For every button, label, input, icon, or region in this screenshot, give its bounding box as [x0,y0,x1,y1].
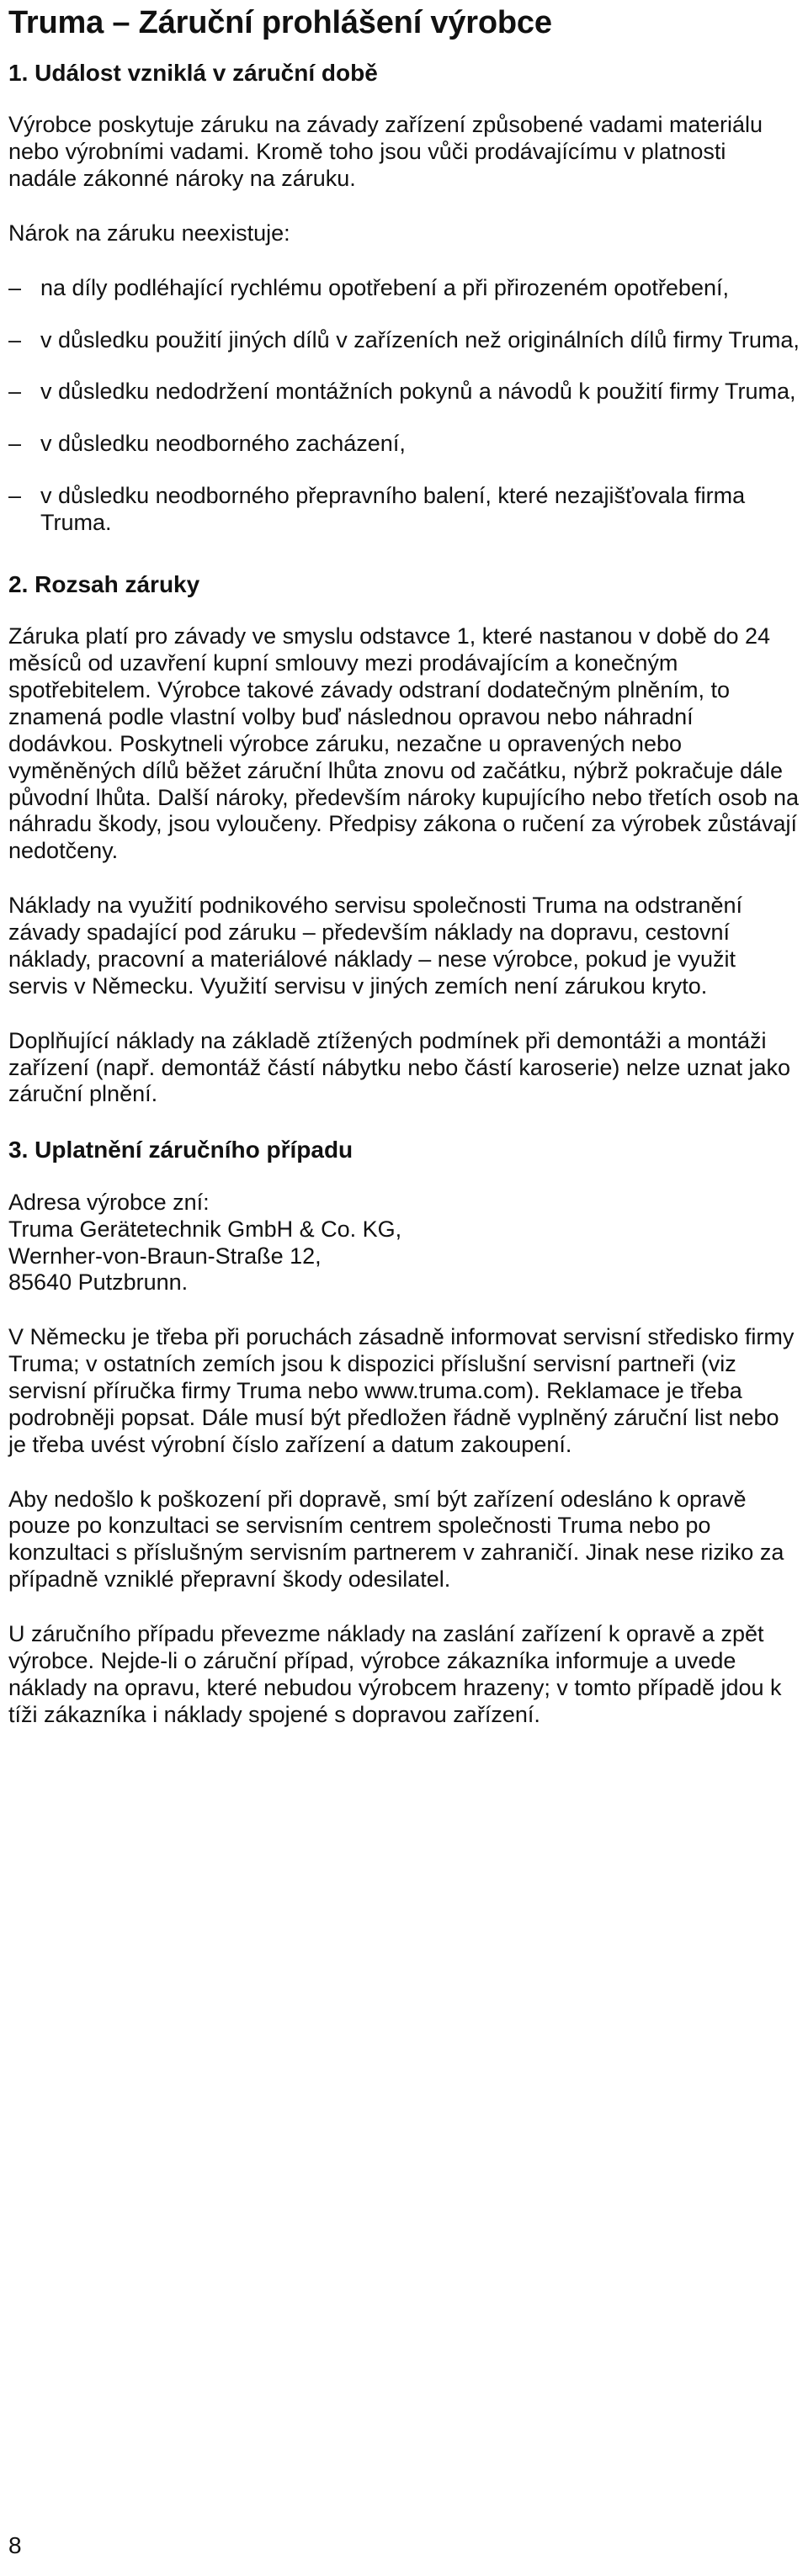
list-item: – na díly podléhající rychlému opotřebení a při přirozeném opotřebení, [8,275,800,302]
list-item: – v důsledku neodborného přepravního balení, které nezajišťovala firma Truma. [8,483,800,537]
document-title: Truma – Záruční prohlášení výrobce [8,5,552,40]
address-line: Adresa výrobce zní: [8,1189,210,1215]
paragraph: Aby nedošlo k poškození při dopravě, smí být zařízení odesláno k opravě pouze po konzultaci se servisním centrem společnosti Truma nebo po konzultaci s příslušným servisním partnerem v zahraničí. Jinak nese riziko za případně vzniklé přepravní škody odesilatel. [8,1486,784,1593]
address-line: Wernher-von-Braun-Straße 12, [8,1243,322,1269]
section-warranty-scope [8,570,800,1108]
paragraph: Záruka platí pro závady ve smyslu odstavce 1, které nastanou v době do 24 měsíců od uzavření kupní smlouvy mezi prodávajícím a konečným spotřebitelem. Výrobce takové závady odstraní dodatečným plněním, to znamená podle vlastní volby buď následnou opravou nebo náhradní dodávkou. Poskytneli výrobce záruku, nezačne u opravených nebo vyměněných dílů běžet záruční lhůta znovu od začátku, nýbrž pokračuje dále původní lhůta. Další nároky, především nároky kupujícího nebo třetích osob na náhradu škody, jsou vyloučeny. Předpisy zákona o ručení za výrobek zůstávají nedotčeny. [8,623,800,864]
section-heading: 1. Událost vzniklá v záruční době [8,59,378,86]
paragraph: U záručního případu převezme náklady na zaslání zařízení k opravě a zpět výrobce. Nejde-li o záruční případ, výrobce zákazníka informuje a uvede náklady na opravu, které nebudou výrobcem hrazeny; v tomto případě jdou k tíži zákazníka i náklady spojené s dopravou zařízení. [8,1620,782,1727]
list-item: – v důsledku použití jiných dílů v zařízeních než originálních dílů firmy Truma, [8,327,800,354]
manufacturer-address [8,1190,800,1296]
paragraph: V Německu je třeba při poruchách zásadně informovat servisní středisko firmy Truma; v ostatních zemích jsou k dispozici příslušní servisní partneři (viz servisní příručka firmy Truma nebo www.truma.com). Reklamace je třeba podrobněji popsat. Dále musí být předložen řádně vyplněný záruční list nebo je třeba uvést výrobní číslo zařízení a datum zakoupení. [8,1324,795,1457]
paragraph: Výrobce poskytuje záruku na závady zařízení způsobené vadami materiálu nebo výrobními vadami. Kromě toho jsou vůči prodávajícímu v platnosti nadále zákonné nároky na záruku. [8,112,763,191]
paragraph: Doplňující náklady na základě ztížených podmínek při demontáži a montáži zařízení (např. demontáž částí nábytku nebo částí karoserie) nelze uznat jako záruční plnění. [8,1027,790,1107]
paragraph: Nárok na záruku neexistuje: [8,220,290,246]
section-heading: 2. Rozsah záruky [8,570,200,597]
paragraph: Náklady na využití podnikového servisu společnosti Truma na odstranění závady spadající pod záruku – především náklady na dopravu, cestovní náklady, pracovní a materiálové náklady – nese výrobce, pokud je využit servis v Německu. Využití servisu v jiných zemích není zárukou kryto. [8,893,742,999]
address-line: Truma Gerätetechnik GmbH & Co. KG, [8,1216,402,1242]
section-heading: 3. Uplatnění záručního případu [8,1137,354,1163]
address-line: 85640 Putzbrunn. [8,1269,189,1296]
list-item: – v důsledku neodborného zacházení, [8,431,800,458]
page-number: 8 [8,2532,22,2558]
section-warranty-event [8,59,800,537]
exclusion-list [8,275,800,537]
section-warranty-claim [8,1136,800,1728]
document-content [8,0,800,1756]
list-item: – v důsledku nedodržení montážních pokynů a návodů k použití firmy Truma, [8,379,800,405]
